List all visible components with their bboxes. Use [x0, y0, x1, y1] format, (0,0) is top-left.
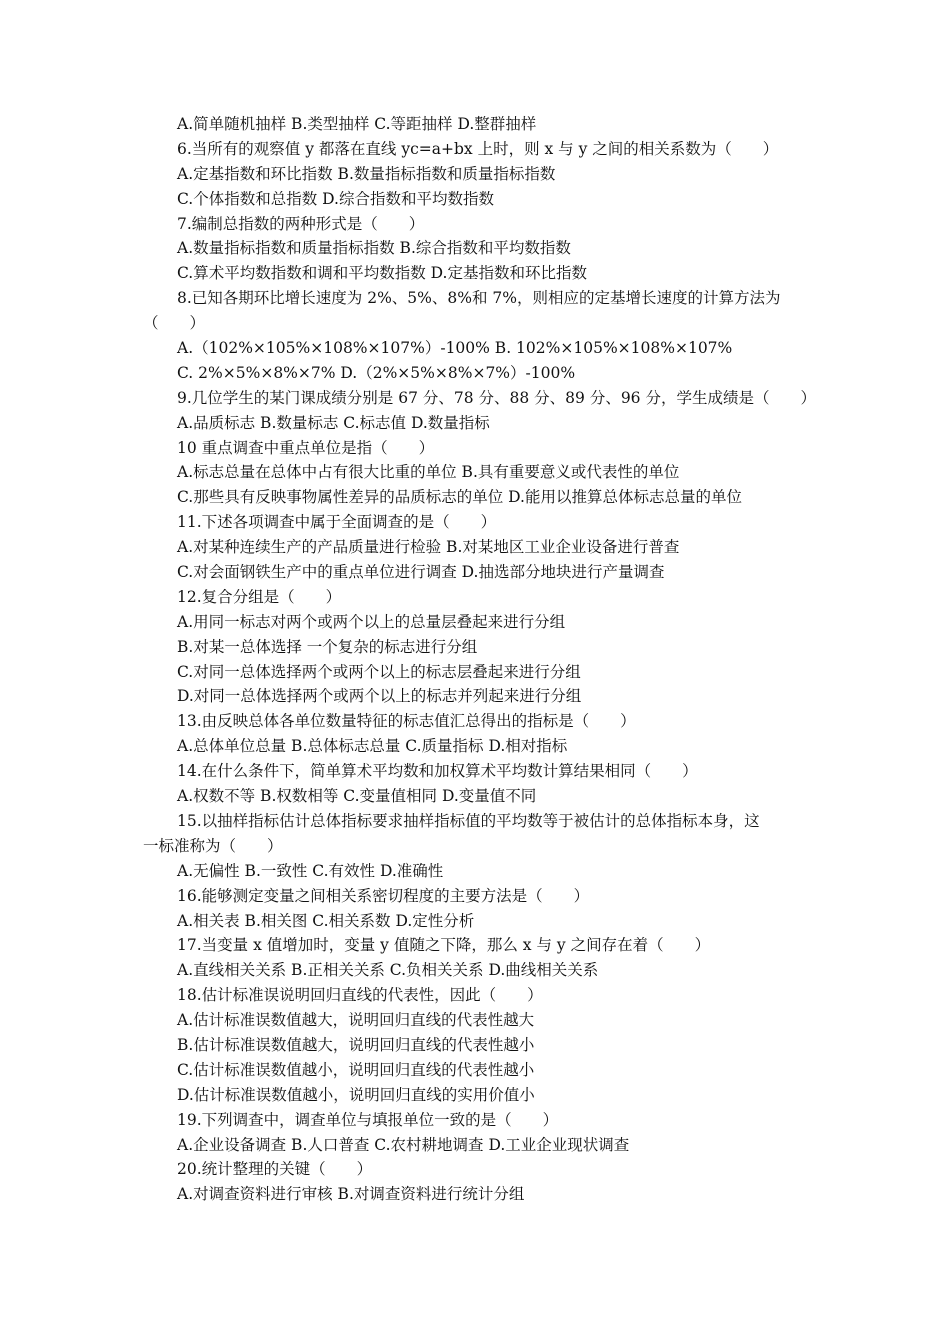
- text-line: C.那些具有反映事物属性差异的品质标志的单位 D.能用以推算总体标志总量的单位: [177, 488, 742, 507]
- text-line: C.对会面钢铁生产中的重点单位进行调查 D.抽选部分地块进行产量调查: [177, 563, 665, 582]
- text-line: A.无偏性 B.一致性 C.有效性 D.准确性: [177, 861, 444, 880]
- text-line: 14.在什么条件下，简单算术平均数和加权算术平均数计算结果相同（ ）: [177, 762, 698, 781]
- text-line: A.对调查资料进行审核 B.对调查资料进行统计分组: [177, 1185, 525, 1204]
- text-line: A.估计标准误数值越大，说明回归直线的代表性越大: [177, 1011, 535, 1030]
- text-line: A.（102%×105%×108%×107%）-100% B. 102%×105%×108%×107%: [177, 339, 733, 358]
- text-line: A.对某种连续生产的产品质量进行检验 B.对某地区工业企业设备进行普查: [177, 538, 680, 557]
- text-line: D.对同一总体选择两个或两个以上的标志并列起来进行分组: [177, 687, 582, 706]
- text-line: A.品质标志 B.数量标志 C.标志值 D.数量指标: [177, 413, 490, 432]
- text-line: A.用同一标志对两个或两个以上的总量层叠起来进行分组: [177, 612, 566, 631]
- text-line: 11.下述各项调查中属于全面调查的是（ ）: [177, 513, 497, 532]
- text-line: A.标志总量在总体中占有很大比重的单位 B.具有重要意义或代表性的单位: [177, 463, 680, 482]
- text-line: 18.估计标准误说明回归直线的代表性，因此（ ）: [177, 986, 543, 1005]
- text-line: 7.编制总指数的两种形式是（ ）: [177, 214, 425, 233]
- text-line: A.相关表 B.相关图 C.相关系数 D.定性分析: [177, 911, 475, 930]
- text-line: 8.已知各期环比增长速度为 2%、5%、8%和 7%，则相应的定基增长速度的计算方法为: [177, 289, 781, 308]
- text-line: 6.当所有的观察值 y 都落在直线 yc=a+bx 上时，则 x 与 y 之间的相关系数为（ ）: [177, 139, 779, 158]
- text-line: A.权数不等 B.权数相等 C.变量值相同 D.变量值不同: [177, 787, 537, 806]
- text-line: B.对某一总体选择 一个复杂的标志进行分组: [177, 637, 478, 656]
- text-line: A.简单随机抽样 B.类型抽样 C.等距抽样 D.整群抽样: [177, 115, 537, 133]
- text-line: 10 重点调查中重点单位是指（ ）: [177, 438, 435, 457]
- document-page: [0, 112, 950, 1207]
- text-line: A.数量指标指数和质量指标指数 B.综合指数和平均数指数: [177, 239, 571, 258]
- text-line: （ ）: [143, 314, 206, 333]
- text-line: A.直线相关关系 B.正相关关系 C.负相关关系 D.曲线相关关系: [177, 961, 599, 980]
- text-line: A.定基指数和环比指数 B.数量指标指数和质量指标指数: [177, 164, 556, 183]
- text-line: A.企业设备调查 B.人口普查 C.农村耕地调查 D.工业企业现状调查: [177, 1135, 630, 1154]
- text-line: 一标准称为（ ）: [143, 836, 283, 855]
- text-line: 9.几位学生的某门课成绩分别是 67 分、78 分、88 分、89 分、96 分，学生成绩是（ ）: [177, 388, 816, 407]
- text-line: 15.以抽样指标估计总体指标要求抽样指标值的平均数等于被估计的总体指标本身，这: [177, 811, 760, 830]
- text-line: 19.下列调查中，调查单位与填报单位一致的是（ ）: [177, 1110, 559, 1129]
- text-line: B.估计标准误数值越大，说明回归直线的代表性越小: [177, 1035, 535, 1054]
- text-line: A.总体单位总量 B.总体标志总量 C.质量指标 D.相对指标: [177, 737, 568, 756]
- text-line: C.算术平均数指数和调和平均数指数 D.定基指数和环比指数: [177, 264, 587, 283]
- text-line: 12.复合分组是（ ）: [177, 587, 342, 606]
- text-line: 16.能够测定变量之间相关系密切程度的主要方法是（ ）: [177, 886, 590, 905]
- text-line: D.估计标准误数值越小，说明回归直线的实用价值小: [177, 1085, 535, 1104]
- text-line: C.估计标准误数值越小，说明回归直线的代表性越小: [177, 1060, 535, 1079]
- text-line: 13.由反映总体各单位数量特征的标志值汇总得出的指标是（ ）: [177, 712, 636, 731]
- text-line: C.个体指数和总指数 D.综合指数和平均数指数: [177, 189, 494, 208]
- text-line: C. 2%×5%×8%×7% D.（2%×5%×8%×7%）-100%: [177, 363, 576, 382]
- text-line: 17.当变量 x 值增加时，变量 y 值随之下降，那么 x 与 y 之间存在着（ ）: [177, 936, 711, 955]
- text-line: C.对同一总体选择两个或两个以上的标志层叠起来进行分组: [177, 662, 581, 681]
- text-line: 20.统计整理的关键（ ）: [177, 1160, 373, 1179]
